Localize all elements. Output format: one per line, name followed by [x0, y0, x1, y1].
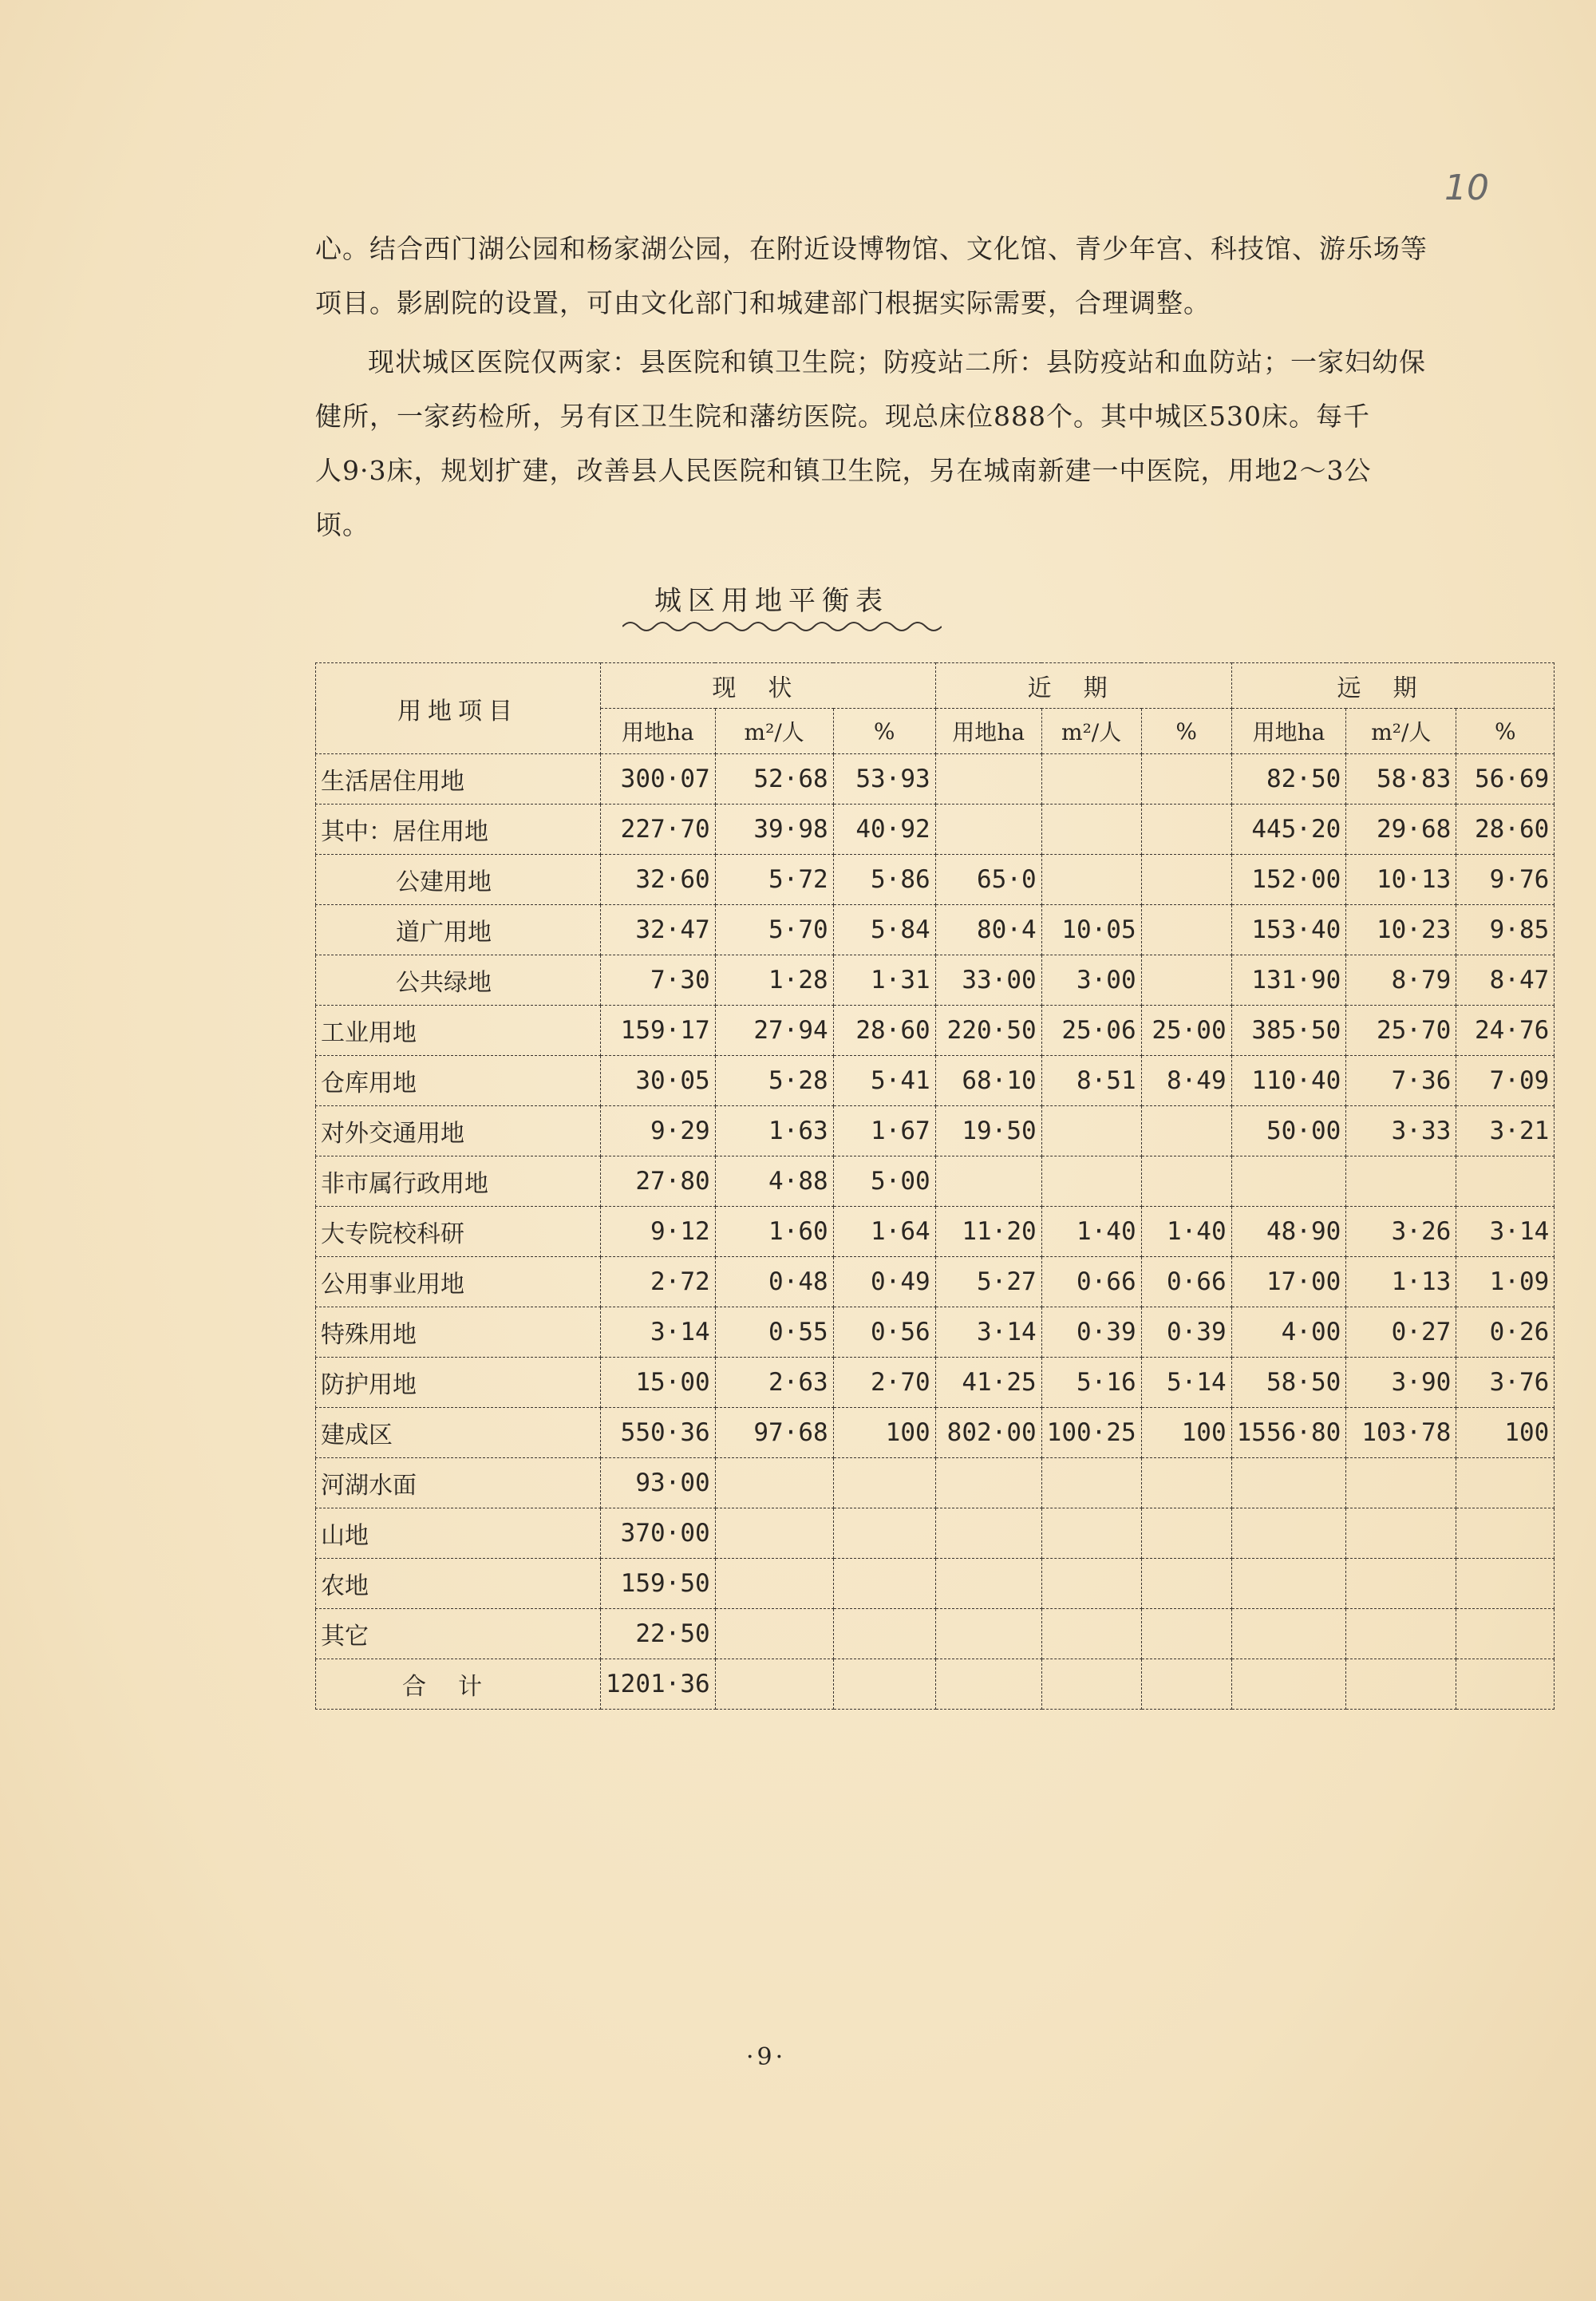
table-cell: 0·66 — [1041, 1257, 1141, 1307]
table-cell: 5·27 — [935, 1257, 1041, 1307]
table-cell — [1041, 1659, 1141, 1710]
table-cell: 1·63 — [715, 1106, 833, 1156]
table-cell: 3·14 — [1456, 1207, 1555, 1257]
table-cell: 2·63 — [715, 1358, 833, 1408]
table-cell — [935, 1156, 1041, 1207]
table-cell — [1141, 955, 1231, 1006]
table-cell: 56·69 — [1456, 754, 1555, 805]
table-cell — [1346, 1559, 1456, 1609]
table-cell — [715, 1559, 833, 1609]
table-cell — [1231, 1458, 1346, 1508]
table-cell: 7·36 — [1346, 1056, 1456, 1106]
table-cell: 9·12 — [601, 1207, 716, 1257]
table-cell: 7·30 — [601, 955, 716, 1006]
table-row — [316, 855, 1555, 905]
row-item-label: 山地 — [316, 1508, 601, 1559]
table-cell — [715, 1508, 833, 1559]
table-cell — [833, 1659, 935, 1710]
table-cell: 100 — [833, 1408, 935, 1458]
table-row — [316, 1307, 1555, 1358]
row-item-label: 公用事业用地 — [316, 1257, 601, 1307]
table-cell: 19·50 — [935, 1106, 1041, 1156]
table-cell: 802·00 — [935, 1408, 1041, 1458]
table-row — [316, 1659, 1555, 1710]
table-cell: 53·93 — [833, 754, 935, 805]
table-cell — [1456, 1609, 1555, 1659]
table-cell: 5·41 — [833, 1056, 935, 1106]
table-cell: 2·70 — [833, 1358, 935, 1408]
table-cell: 3·76 — [1456, 1358, 1555, 1408]
land-use-balance-table — [315, 662, 1555, 1710]
table-cell: 9·76 — [1456, 855, 1555, 905]
table-title: 城区用地平衡表 — [654, 585, 889, 617]
table-cell: 110·40 — [1231, 1056, 1346, 1106]
row-item-label: 河湖水面 — [316, 1458, 601, 1508]
table-row — [316, 805, 1555, 855]
subheader-per-capita: m²/人 — [1041, 709, 1141, 754]
table-cell: 220·50 — [935, 1006, 1041, 1056]
header-long-term: 远期 — [1231, 663, 1555, 709]
subheader-area: 用地ha — [601, 709, 716, 754]
table-cell — [1346, 1458, 1456, 1508]
paragraph-line: 现状城区医院仅两家：县医院和镇卫生院；防疫站二所：县防疫站和血防站；一家妇幼保 — [368, 346, 1426, 378]
table-cell: 58·50 — [1231, 1358, 1346, 1408]
subheader-per-capita: m²/人 — [1346, 709, 1456, 754]
table-cell — [1231, 1156, 1346, 1207]
table-cell — [935, 805, 1041, 855]
table-cell — [833, 1508, 935, 1559]
table-cell: 385·50 — [1231, 1006, 1346, 1056]
table-cell: 7·09 — [1456, 1056, 1555, 1106]
table-cell: 27·80 — [601, 1156, 716, 1207]
table-cell: 17·00 — [1231, 1257, 1346, 1307]
table-cell — [1041, 1156, 1141, 1207]
table-cell: 3·00 — [1041, 955, 1141, 1006]
table-cell: 10·05 — [1041, 905, 1141, 955]
table-cell: 3·33 — [1346, 1106, 1456, 1156]
title-wavy-underline — [622, 619, 942, 635]
row-item-label: 非市属行政用地 — [316, 1156, 601, 1207]
table-cell: 103·78 — [1346, 1408, 1456, 1458]
table-cell: 32·47 — [601, 905, 716, 955]
row-item-label: 大专院校科研 — [316, 1207, 601, 1257]
row-item-label: 生活居住用地 — [316, 754, 601, 805]
table-cell: 3·14 — [601, 1307, 716, 1358]
table-cell: 30·05 — [601, 1056, 716, 1106]
table-cell: 48·90 — [1231, 1207, 1346, 1257]
table-cell — [935, 1659, 1041, 1710]
table-cell: 0·26 — [1456, 1307, 1555, 1358]
table-cell — [833, 1559, 935, 1609]
table-cell: 1·60 — [715, 1207, 833, 1257]
row-item-label: 道广用地 — [316, 905, 601, 955]
subheader-percent: % — [1141, 709, 1231, 754]
table-row — [316, 1156, 1555, 1207]
table-cell: 68·10 — [935, 1056, 1041, 1106]
table-cell — [1041, 1106, 1141, 1156]
table-cell: 25·00 — [1141, 1006, 1231, 1056]
table-cell: 25·06 — [1041, 1006, 1141, 1056]
paragraph-line: 顷。 — [315, 509, 369, 540]
row-item-label: 公建用地 — [316, 855, 601, 905]
table-cell: 9·29 — [601, 1106, 716, 1156]
table-cell — [935, 1458, 1041, 1508]
table-cell: 0·66 — [1141, 1257, 1231, 1307]
table-cell: 8·47 — [1456, 955, 1555, 1006]
table-cell — [1346, 1508, 1456, 1559]
table-cell: 153·40 — [1231, 905, 1346, 955]
table-cell — [1141, 1508, 1231, 1559]
table-cell: 52·68 — [715, 754, 833, 805]
table-cell — [1041, 1458, 1141, 1508]
table-cell: 0·55 — [715, 1307, 833, 1358]
table-cell: 41·25 — [935, 1358, 1041, 1408]
table-cell: 3·14 — [935, 1307, 1041, 1358]
table-cell: 100 — [1141, 1408, 1231, 1458]
table-cell: 1556·80 — [1231, 1408, 1346, 1458]
table-cell: 0·56 — [833, 1307, 935, 1358]
table-cell: 27·94 — [715, 1006, 833, 1056]
table-cell: 445·20 — [1231, 805, 1346, 855]
table-cell — [1141, 1559, 1231, 1609]
table-cell: 3·26 — [1346, 1207, 1456, 1257]
table-cell: 97·68 — [715, 1408, 833, 1458]
table-cell — [1231, 1559, 1346, 1609]
table-cell: 8·79 — [1346, 955, 1456, 1006]
table-cell — [1141, 905, 1231, 955]
table-cell: 370·00 — [601, 1508, 716, 1559]
table-cell: 5·84 — [833, 905, 935, 955]
table-cell — [1041, 1609, 1141, 1659]
table-cell: 5·72 — [715, 855, 833, 905]
table-cell: 5·70 — [715, 905, 833, 955]
table-cell: 4·00 — [1231, 1307, 1346, 1358]
table-cell: 40·92 — [833, 805, 935, 855]
table-cell: 1·13 — [1346, 1257, 1456, 1307]
row-item-label: 建成区 — [316, 1408, 601, 1458]
table-cell: 131·90 — [1231, 955, 1346, 1006]
table-cell — [1041, 1559, 1141, 1609]
table-header-row — [316, 663, 1555, 709]
paragraph-line: 心。结合西门湖公园和杨家湖公园，在附近设博物馆、文化馆、青少年宫、科技馆、游乐场等 — [315, 233, 1428, 264]
table-cell: 33·00 — [935, 955, 1041, 1006]
table-cell: 80·4 — [935, 905, 1041, 955]
table-row — [316, 1056, 1555, 1106]
table-cell: 0·27 — [1346, 1307, 1456, 1358]
row-item-label: 农地 — [316, 1559, 601, 1609]
table-cell — [1041, 805, 1141, 855]
row-item-label: 对外交通用地 — [316, 1106, 601, 1156]
table-cell: 1·40 — [1141, 1207, 1231, 1257]
table-cell — [715, 1458, 833, 1508]
paragraph-culture-facilities — [315, 222, 1456, 330]
table-cell: 5·16 — [1041, 1358, 1141, 1408]
table-cell: 159·50 — [601, 1559, 716, 1609]
header-current: 现状 — [601, 663, 936, 709]
table-cell — [1456, 1458, 1555, 1508]
paragraph-line: 健所，一家药检所，另有区卫生院和藩纺医院。现总床位888个。其中城区530床。每千 — [315, 401, 1370, 432]
paragraph-hospitals — [315, 335, 1456, 552]
table-cell: 11·20 — [935, 1207, 1041, 1257]
handwritten-page-mark: 10 — [1444, 168, 1489, 208]
table-cell — [935, 1508, 1041, 1559]
table-cell: 0·39 — [1141, 1307, 1231, 1358]
table-cell: 300·07 — [601, 754, 716, 805]
table-cell: 28·60 — [1456, 805, 1555, 855]
table-cell — [1141, 1609, 1231, 1659]
table-cell — [715, 1609, 833, 1659]
table-cell — [1141, 1156, 1231, 1207]
table-cell: 550·36 — [601, 1408, 716, 1458]
table-cell: 9·85 — [1456, 905, 1555, 955]
table-row — [316, 1207, 1555, 1257]
table-cell: 1·09 — [1456, 1257, 1555, 1307]
table-row — [316, 754, 1555, 805]
table-cell: 29·68 — [1346, 805, 1456, 855]
table-cell: 0·48 — [715, 1257, 833, 1307]
table-cell — [1456, 1156, 1555, 1207]
table-cell: 32·60 — [601, 855, 716, 905]
table-row — [316, 1609, 1555, 1659]
row-item-label: 特殊用地 — [316, 1307, 601, 1358]
subheader-area: 用地ha — [1231, 709, 1346, 754]
table-cell — [1456, 1508, 1555, 1559]
table-cell — [1041, 754, 1141, 805]
table-cell — [1141, 1659, 1231, 1710]
table-cell — [1141, 805, 1231, 855]
table-row — [316, 1408, 1555, 1458]
subheader-percent: % — [833, 709, 935, 754]
table-cell: 159·17 — [601, 1006, 716, 1056]
table-row — [316, 1257, 1555, 1307]
table-row — [316, 905, 1555, 955]
table-cell: 3·21 — [1456, 1106, 1555, 1156]
table-cell: 28·60 — [833, 1006, 935, 1056]
table-cell: 4·88 — [715, 1156, 833, 1207]
table-cell: 227·70 — [601, 805, 716, 855]
table-cell: 5·28 — [715, 1056, 833, 1106]
table-cell: 152·00 — [1231, 855, 1346, 905]
table-cell: 5·00 — [833, 1156, 935, 1207]
table-cell: 100·25 — [1041, 1408, 1141, 1458]
table-cell — [1041, 855, 1141, 905]
table-cell: 1·28 — [715, 955, 833, 1006]
row-item-label: 其它 — [316, 1609, 601, 1659]
table-cell: 5·14 — [1141, 1358, 1231, 1408]
table-row — [316, 1106, 1555, 1156]
table-cell: 0·39 — [1041, 1307, 1141, 1358]
table-row — [316, 1458, 1555, 1508]
table-cell: 82·50 — [1231, 754, 1346, 805]
table-cell — [1231, 1659, 1346, 1710]
table-cell: 100 — [1456, 1408, 1555, 1458]
table-cell: 0·49 — [833, 1257, 935, 1307]
table-row — [316, 1006, 1555, 1056]
table-cell — [935, 1609, 1041, 1659]
page-number: ·9· — [746, 2043, 787, 2071]
table-cell — [1346, 1609, 1456, 1659]
row-item-label: 其中：居住用地 — [316, 805, 601, 855]
table-cell: 58·83 — [1346, 754, 1456, 805]
table-cell: 8·49 — [1141, 1056, 1231, 1106]
subheader-percent: % — [1456, 709, 1555, 754]
table-cell: 39·98 — [715, 805, 833, 855]
table-cell: 1·64 — [833, 1207, 935, 1257]
table-cell — [1141, 754, 1231, 805]
table-cell: 5·86 — [833, 855, 935, 905]
table-body — [316, 754, 1555, 1710]
table-cell: 3·90 — [1346, 1358, 1456, 1408]
table-cell: 1·40 — [1041, 1207, 1141, 1257]
table-cell — [1041, 1508, 1141, 1559]
row-item-label: 工业用地 — [316, 1006, 601, 1056]
table-cell: 1·67 — [833, 1106, 935, 1156]
paragraph-line: 项目。影剧院的设置，可由文化部门和城建部门根据实际需要，合理调整。 — [315, 287, 1211, 318]
table-row — [316, 1358, 1555, 1408]
table-cell: 65·0 — [935, 855, 1041, 905]
table-cell — [1456, 1559, 1555, 1609]
table-cell: 10·23 — [1346, 905, 1456, 955]
table-cell — [1346, 1659, 1456, 1710]
header-near-term: 近期 — [935, 663, 1231, 709]
table-cell: 8·51 — [1041, 1056, 1141, 1106]
paragraph-line: 人9·3床，规划扩建，改善县人民医院和镇卫生院，另在城南新建一中医院，用地2～3公 — [315, 455, 1372, 486]
table-cell: 1201·36 — [601, 1659, 716, 1710]
row-item-label: 仓库用地 — [316, 1056, 601, 1106]
table-row — [316, 1559, 1555, 1609]
subheader-area: 用地ha — [935, 709, 1041, 754]
row-item-label: 防护用地 — [316, 1358, 601, 1408]
table-cell — [1231, 1508, 1346, 1559]
table-row — [316, 955, 1555, 1006]
table-cell: 10·13 — [1346, 855, 1456, 905]
table-cell: 22·50 — [601, 1609, 716, 1659]
table-cell: 25·70 — [1346, 1006, 1456, 1056]
table-cell: 24·76 — [1456, 1006, 1555, 1056]
table-cell — [833, 1609, 935, 1659]
table-cell — [935, 1559, 1041, 1609]
subheader-per-capita: m²/人 — [715, 709, 833, 754]
header-item: 用地项目 — [316, 663, 601, 754]
table-row — [316, 1508, 1555, 1559]
table-cell — [935, 754, 1041, 805]
table-cell — [833, 1458, 935, 1508]
row-item-label: 公共绿地 — [316, 955, 601, 1006]
table-cell — [1141, 1106, 1231, 1156]
row-item-label: 合计 — [316, 1659, 601, 1710]
table-cell: 93·00 — [601, 1458, 716, 1508]
table-cell — [1141, 1458, 1231, 1508]
table-cell: 50·00 — [1231, 1106, 1346, 1156]
table-cell — [1141, 855, 1231, 905]
table-cell — [715, 1659, 833, 1710]
table-cell — [1456, 1659, 1555, 1710]
table-cell: 15·00 — [601, 1358, 716, 1408]
table-cell: 2·72 — [601, 1257, 716, 1307]
table-cell — [1346, 1156, 1456, 1207]
table-cell — [1231, 1609, 1346, 1659]
table-cell: 1·31 — [833, 955, 935, 1006]
